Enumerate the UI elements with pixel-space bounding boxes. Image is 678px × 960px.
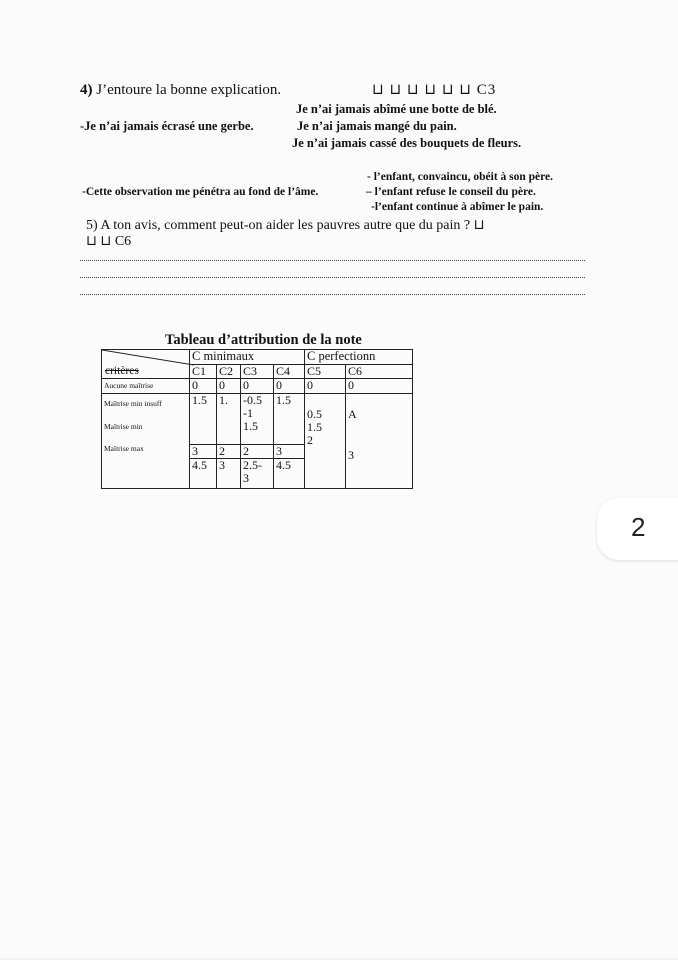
col-header-c3: C3 bbox=[241, 364, 274, 379]
cell-value: 2 bbox=[307, 433, 313, 447]
cell: 0 bbox=[274, 379, 305, 394]
table-row bbox=[102, 379, 413, 394]
answer-line[interactable] bbox=[80, 260, 585, 261]
cell: 3 bbox=[274, 444, 305, 458]
question-4-text: J’entoure la bonne explication. bbox=[92, 82, 282, 98]
q4-option-2: Je n’ai jamais mangé du pain. bbox=[297, 119, 457, 133]
answer-line[interactable] bbox=[80, 277, 585, 278]
qb-option-3: -l’enfant continue à abîmer le pain. bbox=[371, 201, 544, 213]
question-5: 5) A ton avis, comment peut-on aider les pauvres autre que du pain ? ⊔ bbox=[86, 218, 485, 233]
cell: 1. bbox=[217, 394, 241, 445]
cell: 1.5 bbox=[190, 394, 217, 445]
grading-table bbox=[101, 349, 413, 489]
criterion-boxes-c6: ⊔ ⊔ C6 bbox=[86, 234, 132, 249]
criteres-label: critères bbox=[105, 365, 139, 377]
table-row bbox=[102, 394, 413, 445]
col-header-c6: C6 bbox=[346, 364, 413, 379]
cell-value: 3 bbox=[348, 448, 354, 462]
cell: 0 bbox=[217, 379, 241, 394]
table-title: Tableau d’attribution de la note bbox=[165, 332, 362, 348]
cell-value: 2.5- bbox=[243, 457, 262, 472]
cell-value: -1 bbox=[243, 406, 253, 420]
label-spacer bbox=[102, 458, 190, 489]
qb-stem: -Cette observation me pénétra au fond de l’âme. bbox=[82, 186, 319, 198]
cell-value: A bbox=[348, 407, 357, 421]
q4-stem: -Je n’ai jamais écrasé une gerbe. bbox=[80, 119, 254, 133]
criterion-boxes-c3: ⊔ ⊔ ⊔ ⊔ ⊔ ⊔ C3 bbox=[372, 82, 497, 98]
cell: 3 bbox=[190, 444, 217, 458]
c-perfectionnement-header: C perfectionn bbox=[305, 350, 413, 365]
cell: 2 bbox=[241, 444, 274, 458]
col-header-c2: C2 bbox=[217, 364, 241, 379]
row-label-aucune: Aucune maîtrise bbox=[102, 379, 190, 394]
table-header-row bbox=[102, 350, 413, 365]
cell-value: 1.5 bbox=[243, 419, 258, 433]
cell: 3 bbox=[217, 458, 241, 489]
cell-c6-stack bbox=[346, 394, 413, 489]
q4-option-1: Je n’ai jamais abîmé une botte de blé. bbox=[296, 102, 497, 116]
col-header-c5: C5 bbox=[305, 364, 346, 379]
cell: 1.5 bbox=[274, 394, 305, 445]
question-4 bbox=[80, 82, 281, 99]
row-label-max: Maîtrise max bbox=[104, 444, 144, 453]
qb-option-2: – l’enfant refuse le conseil du père. bbox=[366, 186, 536, 198]
cell: 0 bbox=[305, 379, 346, 394]
c-minimaux-header: C minimaux bbox=[190, 350, 305, 365]
question-4-number: 4) bbox=[80, 82, 93, 98]
row-labels-block bbox=[102, 394, 190, 453]
cell: 0 bbox=[346, 379, 413, 394]
qb-option-1: - l’enfant, convaincu, obéit à son père. bbox=[367, 171, 554, 183]
cell: 0 bbox=[190, 379, 217, 394]
cell-value: 0.5 bbox=[307, 407, 322, 421]
cell-c5-stack bbox=[305, 394, 346, 489]
cell-c3-stack bbox=[241, 458, 274, 489]
col-header-c1: C1 bbox=[190, 364, 217, 379]
q4-option-3: Je n’ai jamais cassé des bouquets de fleurs. bbox=[292, 136, 522, 150]
page-number: 2 bbox=[631, 512, 646, 542]
cell-value: -0.5 bbox=[243, 393, 262, 407]
col-header-c4: C4 bbox=[274, 364, 305, 379]
cell: 0 bbox=[241, 379, 274, 394]
page-number-badge bbox=[597, 498, 678, 560]
cell: 4.5 bbox=[190, 458, 217, 489]
answer-line[interactable] bbox=[80, 294, 585, 295]
criteres-header-cell bbox=[102, 350, 190, 379]
cell: 4.5 bbox=[274, 458, 305, 489]
cell-value: 3 bbox=[243, 470, 249, 485]
row-label-min-insuff: Maîtrise min insuff bbox=[104, 399, 162, 408]
cell: 2 bbox=[217, 444, 241, 458]
cell-value: 1.5 bbox=[307, 420, 322, 434]
cell-c3-stack bbox=[241, 394, 274, 445]
row-label-min: Maîtrise min bbox=[104, 422, 143, 431]
